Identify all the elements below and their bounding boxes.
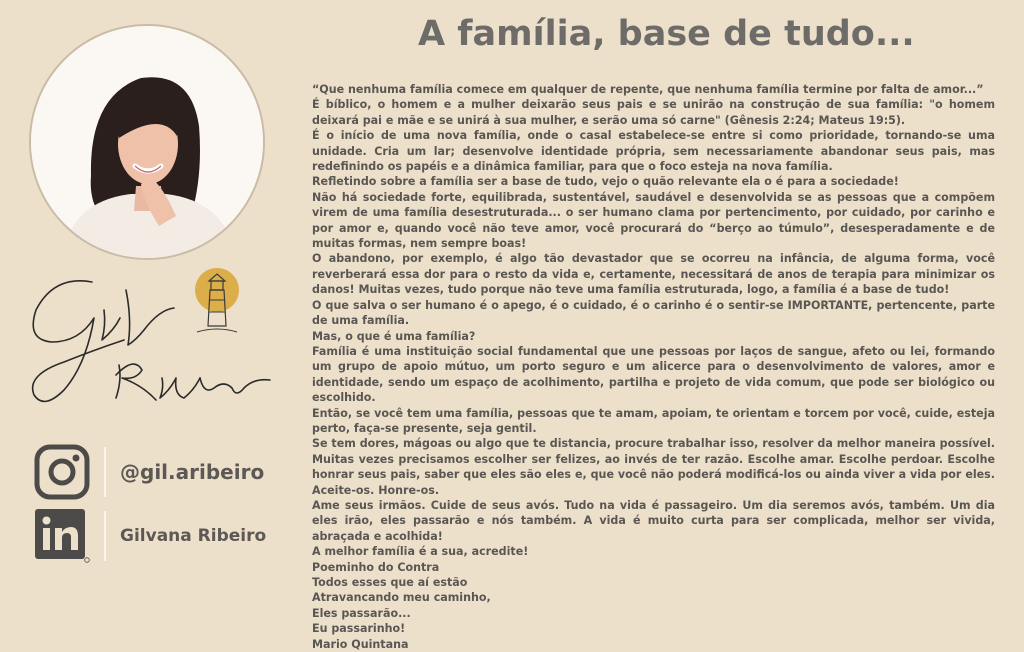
paragraph: Então, se você tem uma família, pessoas que te amam, apoiam, te orientam e torcem por você, cuide, esteja perto, faça-se presente, seja gentil. — [312, 406, 995, 435]
instagram-handle[interactable]: @gil.aribeiro — [120, 460, 265, 484]
paragraph: Ame seus irmãos. Cuide de seus avós. Tudo na vida é passageiro. Um dia seremos avós, também. Um dia eles irão, eles passarão e nós também. A vida é muito curta para ser complicada, melhor ser vivida, abraçada e acolhida! — [312, 498, 995, 543]
paragraph: A melhor família é a sua, acredite! — [312, 545, 529, 559]
poem-line: Eu passarinho! — [312, 622, 406, 636]
paragraph: É bíblico, o homem e a mulher deixarão seus pais e se unirão na construção de sua família: "o homem deixará pai e mãe e se unirá à sua mulher, e serão uma só carne" (Gênesis 2:24; Mateus 19:5). — [312, 98, 995, 127]
linkedin-row[interactable] — [34, 507, 266, 565]
divider — [104, 511, 106, 561]
page-title: A família, base de tudo... — [418, 14, 915, 54]
paragraph: O abandono, por exemplo, é algo tão devastador que se ocorreu na infância, de alguma forma, você reverberará essa dor para o resto da vida e, certamente, necessitará de anos de terapia para minimizar os danos! Muitas vezes, tudo porque não teve uma família estruturada, logo, a família é a base de tudo! — [312, 252, 995, 297]
paragraph: Refletindo sobre a família ser a base de tudo, vejo o quão relevante ela o é para a sociedade! — [312, 175, 899, 189]
poem-author: Mario Quintana — [312, 637, 409, 651]
poem-line: Eles passarão... — [312, 606, 411, 620]
linkedin-name[interactable]: Gilvana Ribeiro — [120, 526, 267, 546]
paragraph: Família é uma instituição social fundamental que une pessoas por laços de sangue, afeto ou lei, formando um grupo de apoio mútuo, um porto seguro e um alicerce para o desenvolvimento de valores, amor e identidade, sendo um espaço de acolhimento, partilha e projeto de vida comum, que pode ser biológico ou escolhido. — [312, 344, 995, 405]
poem-line: Atravancando meu caminho, — [312, 591, 491, 605]
divider — [104, 447, 106, 497]
paragraph: Não há sociedade forte, equilibrada, sustentável, saudável e desenvolvida se as pessoas que a compõem virem de uma família desestruturada... o ser humano clama por pertencimento, por cuidado, por carinho e por amor e, quando você não teve amor, você procurará do “berço ao túmulo”, desesperadamente e de muitas formas, nem sempre boas! — [312, 190, 995, 251]
paragraph: “Que nenhuma família comece em qualquer de repente, que nenhuma família termine por falta de amor...” — [312, 83, 984, 96]
poem-line: Todos esses que aí estão — [312, 576, 468, 589]
article-body — [312, 82, 995, 652]
linkedin-icon[interactable] — [34, 508, 90, 564]
profile-panel — [0, 0, 300, 614]
profile-photo — [29, 24, 265, 260]
poem-line: Poeminho do Contra — [312, 560, 440, 574]
paragraph: Mas, o que é uma família? — [312, 329, 476, 343]
instagram-icon[interactable] — [34, 444, 90, 500]
paragraph: Se tem dores, mágoas ou algo que te distancia, procure trabalhar isso, resolver da melhor maneira possível. Muitas vezes precisamos escolher ser felizes, ao invés de ter razão. Escolhe amar. Escolhe perdoar. Escolhe honrar seus pais, saber que eles são eles e, que você não poderá modificá-los ou ainda viver a vida por eles. Aceite-os. Honre-os. — [312, 437, 995, 497]
instagram-row[interactable] — [34, 443, 264, 501]
paragraph: O que salva o ser humano é o apego, é o cuidado, é o carinho é o sentir-se IMPORTANTE, pertencente, parte de uma família. — [312, 298, 995, 328]
lighthouse-logo — [193, 268, 241, 343]
paragraph: É o início de uma nova família, onde o casal estabelece-se entre si como prioridade, tornando-se uma unidade. Cria um lar; desenvolve identidade própria, sem necessariamente abandonar seus pais, mas redefinindo os papéis e a dinâmica familiar, para que o foco esteja na nova família. — [312, 129, 995, 174]
